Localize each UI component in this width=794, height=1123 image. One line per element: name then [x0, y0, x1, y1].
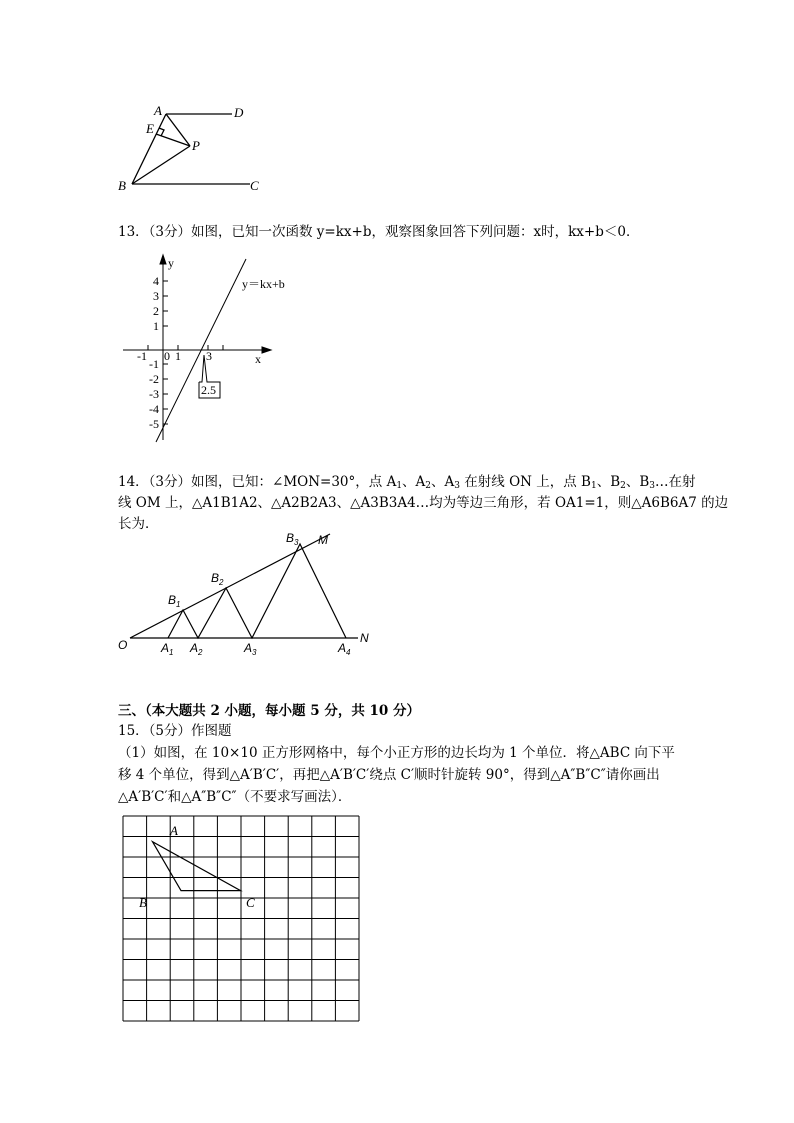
x-axis-label: x — [255, 352, 261, 366]
label-c: C — [250, 178, 259, 193]
grid-label-a: A — [170, 823, 178, 838]
label-b: B — [118, 178, 126, 193]
figure-q12 — [110, 100, 280, 200]
q13-text: 13．（3分）如图，已知一次函数 y=kx+b，观察图象回答下列问题：x时，kx+b＜0． — [118, 224, 640, 240]
q14-line3: 长为． — [118, 516, 159, 532]
y-tick: -3 — [149, 387, 159, 401]
y-tick: -2 — [149, 372, 159, 386]
section-heading: 三、（本大题共 2 小题，每小题 5 分，共 10 分） — [118, 703, 421, 719]
x-tick: 0 — [164, 349, 170, 363]
label-o: O — [118, 638, 128, 652]
label-a: A — [154, 103, 162, 118]
label-d: D — [234, 105, 244, 120]
y-tick: 1 — [153, 319, 159, 333]
y-tick: -1 — [149, 357, 159, 371]
q14-line1: 14．（3分）如图，已知：∠MON=30°，点 $A_1$、$A_2$、$A_3$ 在射线 ON 上，点 $B_1$、$B_2$、$B_3\dots$在射 — [118, 474, 696, 491]
label-a1: $A_1$ — [161, 641, 174, 657]
x-tick: -1 — [137, 349, 147, 363]
y-tick: 4 — [153, 274, 159, 288]
figure-q15-grid — [122, 815, 362, 1025]
y-tick: 2 — [153, 304, 159, 318]
grid-label-c: C — [246, 895, 255, 910]
y-tick: -4 — [149, 402, 159, 416]
label-p: P — [192, 138, 200, 153]
grid-label-b: B — [139, 895, 147, 910]
label-e: E — [146, 121, 154, 136]
y-tick: 3 — [153, 289, 159, 303]
callout-value: 2.5 — [201, 383, 216, 397]
label-a3: $A_3$ — [244, 641, 257, 657]
q14-line2: 线 OM 上，△A1B1A2、△A2B2A3、△A3B3A4…均为等边三角形，若 OA1=1，则△A6B6A7 的边 — [118, 495, 729, 511]
figure-q14 — [116, 530, 386, 660]
label-m: M — [318, 533, 328, 547]
label-a2: $A_2$ — [190, 641, 203, 657]
y-axis-label: y — [168, 256, 174, 270]
q15-line1: （1）如图，在 10×10 正方形网格中，每个小正方形的边长均为 1 个单位．将△ABC 向下平 — [118, 745, 675, 761]
q15-title: 15．（5分）作图题 — [118, 723, 232, 739]
label-b3: $B_3$ — [286, 531, 299, 547]
line-label: y＝kx+b — [242, 277, 285, 291]
label-b1: $B_1$ — [168, 593, 181, 609]
label-b2: $B_2$ — [211, 571, 224, 587]
x-tick: 3 — [206, 349, 212, 363]
figure-q13-graph — [118, 250, 318, 450]
x-tick: 1 — [175, 349, 181, 363]
q15-line2: 移 4 个单位，得到△A′B′C′，再把△A′B′C′绕点 C′顺时针旋转 90°，得到△A″B″C″请你画出 — [118, 767, 660, 783]
y-tick: -5 — [149, 417, 159, 431]
q15-line3: △A′B′C′和△A″B″C″（不要求写画法）． — [118, 789, 352, 805]
label-a4: $A_4$ — [338, 641, 351, 657]
label-n: N — [360, 631, 369, 645]
